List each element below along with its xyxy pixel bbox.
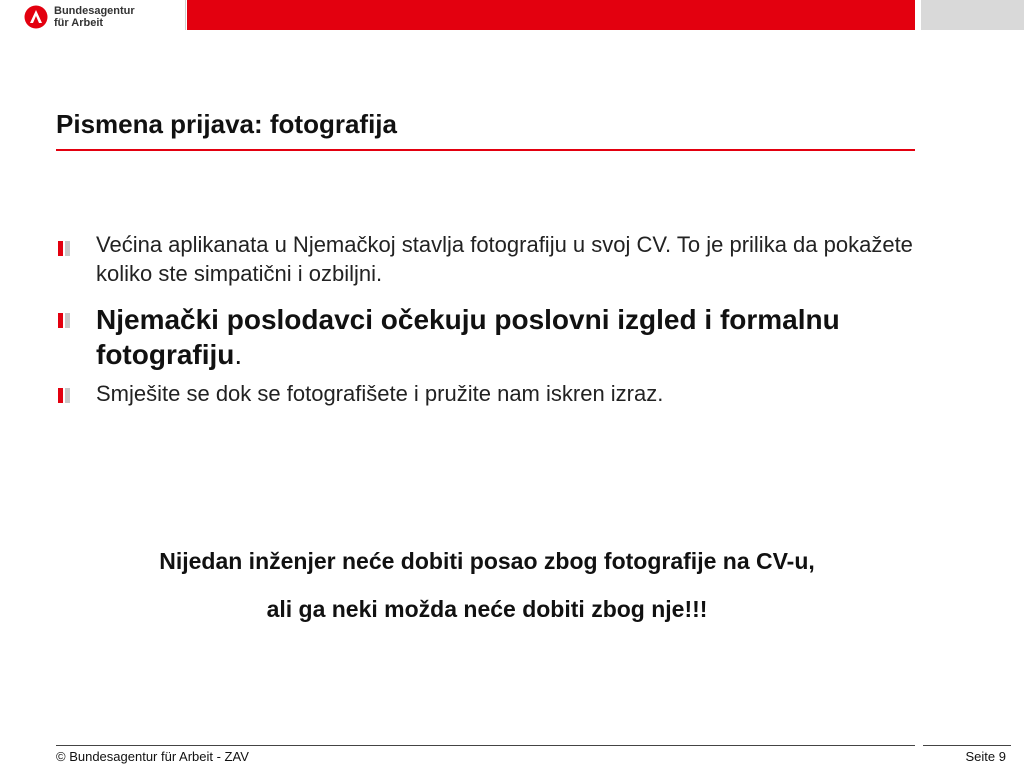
title-underline xyxy=(56,149,915,151)
header-red-bar xyxy=(187,0,915,30)
footer-copyright: © Bundesagentur für Arbeit - ZAV xyxy=(56,749,249,764)
closing-quote-line-2: ali ga neki možda neće dobiti zbog nje!!! xyxy=(266,596,708,622)
footer-divider-right xyxy=(923,745,1011,746)
header-gray-bar xyxy=(921,0,1024,30)
slide-title: Pismena prijava: fotografija xyxy=(56,109,397,139)
bullet-item xyxy=(56,302,926,372)
footer-divider xyxy=(56,745,915,746)
bullet-item xyxy=(56,379,926,408)
bullet-text: Većina aplikanata u Njemačkoj stavlja fotografiju u svoj CV. To je prilika da pokažete koliko ste simpatični i ozbiljni. xyxy=(96,232,913,286)
bullet-text-bold: Njemački poslodavci očekuju poslovni izgled i formalnu fotografiju xyxy=(96,304,840,370)
brand-line-2: für Arbeit xyxy=(54,17,104,29)
page-number: Seite 9 xyxy=(965,749,1006,764)
ba-logo-icon xyxy=(24,5,48,29)
brand-line-1: Bundesagentur xyxy=(54,5,135,17)
header-divider xyxy=(185,0,186,30)
closing-quote-line-1: Nijedan inženjer neće dobiti posao zbog fotografije na CV-u, xyxy=(159,548,815,574)
bullet-list xyxy=(56,230,926,408)
bullet-marker-icon xyxy=(56,388,70,403)
bullet-marker-icon xyxy=(56,241,70,256)
bullet-item xyxy=(56,230,926,288)
bullet-text: Smješite se dok se fotografišete i pružite nam iskren izraz. xyxy=(96,381,664,406)
bullet-text-tail: . xyxy=(234,339,243,370)
bullet-marker-icon xyxy=(56,313,70,328)
brand-name xyxy=(54,5,135,29)
brand-logo xyxy=(24,5,135,29)
